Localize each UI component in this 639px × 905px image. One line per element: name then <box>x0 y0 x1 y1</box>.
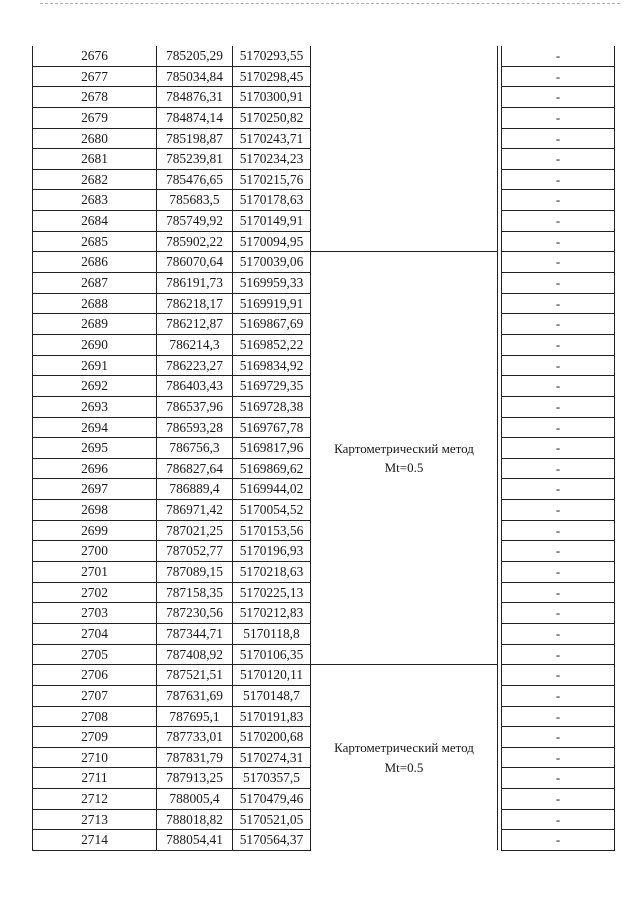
y-coordinate-cell: 5170521,05 <box>233 809 311 830</box>
point-number-cell: 2690 <box>33 334 157 355</box>
y-coordinate-cell: 5170153,56 <box>233 520 311 541</box>
point-number-cell: 2713 <box>33 809 157 830</box>
x-coordinate-cell: 786218,17 <box>157 293 233 314</box>
x-coordinate-cell: 786070,64 <box>157 252 233 273</box>
y-coordinate-cell: 5170039,06 <box>233 252 311 273</box>
dash-value-cell: - <box>502 128 615 149</box>
x-coordinate-cell: 788018,82 <box>157 809 233 830</box>
dash-value-cell: - <box>502 500 615 521</box>
x-coordinate-cell: 785205,29 <box>157 46 233 66</box>
dash-value-cell: - <box>502 46 615 66</box>
dash-value-cell: - <box>502 169 615 190</box>
point-number-cell: 2707 <box>33 685 157 706</box>
y-coordinate-cell: 5170212,83 <box>233 603 311 624</box>
x-coordinate-cell: 788005,4 <box>157 789 233 810</box>
x-coordinate-cell: 787831,79 <box>157 747 233 768</box>
y-coordinate-cell: 5170149,91 <box>233 211 311 232</box>
y-coordinate-cell: 5169944,02 <box>233 479 311 500</box>
x-coordinate-cell: 787021,25 <box>157 520 233 541</box>
y-coordinate-cell: 5170196,93 <box>233 541 311 562</box>
dash-value-cell: - <box>502 87 615 108</box>
y-coordinate-cell: 5170215,76 <box>233 169 311 190</box>
x-coordinate-cell: 787631,69 <box>157 685 233 706</box>
x-coordinate-cell: 787089,15 <box>157 562 233 583</box>
point-number-cell: 2692 <box>33 376 157 397</box>
y-coordinate-cell: 5169852,22 <box>233 334 311 355</box>
point-number-cell: 2691 <box>33 355 157 376</box>
point-number-cell: 2686 <box>33 252 157 273</box>
x-coordinate-cell: 784874,14 <box>157 107 233 128</box>
table-row <box>33 252 615 273</box>
y-coordinate-cell: 5169959,33 <box>233 273 311 294</box>
dash-value-cell: - <box>502 706 615 727</box>
point-number-cell: 2697 <box>33 479 157 500</box>
x-coordinate-cell: 786537,96 <box>157 396 233 417</box>
dash-value-cell: - <box>502 789 615 810</box>
point-number-cell: 2710 <box>33 747 157 768</box>
y-coordinate-cell: 5170225,13 <box>233 582 311 603</box>
coordinates-table-body <box>33 46 615 850</box>
dash-value-cell: - <box>502 66 615 87</box>
coordinates-sheet <box>32 46 614 858</box>
x-coordinate-cell: 786214,3 <box>157 334 233 355</box>
y-coordinate-cell: 5170218,63 <box>233 562 311 583</box>
dash-value-cell: - <box>502 830 615 851</box>
dash-value-cell: - <box>502 623 615 644</box>
dash-value-cell: - <box>502 809 615 830</box>
x-coordinate-cell: 786191,73 <box>157 273 233 294</box>
x-coordinate-cell: 787344,71 <box>157 623 233 644</box>
method-text: Картометрический метод <box>334 740 474 756</box>
y-coordinate-cell: 5170300,91 <box>233 87 311 108</box>
y-coordinate-cell: 5169919,91 <box>233 293 311 314</box>
point-number-cell: 2678 <box>33 87 157 108</box>
x-coordinate-cell: 786756,3 <box>157 438 233 459</box>
y-coordinate-cell: 5170298,45 <box>233 66 311 87</box>
x-coordinate-cell: 785239,81 <box>157 149 233 170</box>
y-coordinate-cell: 5170120,11 <box>233 665 311 686</box>
point-number-cell: 2681 <box>33 149 157 170</box>
dash-value-cell: - <box>502 293 615 314</box>
method-cell <box>311 252 498 665</box>
table-row <box>33 46 615 66</box>
dash-value-cell: - <box>502 541 615 562</box>
point-number-cell: 2706 <box>33 665 157 686</box>
x-coordinate-cell: 785198,87 <box>157 128 233 149</box>
method-text: Mt=0.5 <box>384 460 424 476</box>
dash-value-cell: - <box>502 603 615 624</box>
method-cell <box>311 46 498 252</box>
x-coordinate-cell: 786223,27 <box>157 355 233 376</box>
x-coordinate-cell: 784876,31 <box>157 87 233 108</box>
point-number-cell: 2676 <box>33 46 157 66</box>
y-coordinate-cell: 5170191,83 <box>233 706 311 727</box>
x-coordinate-cell: 785749,92 <box>157 211 233 232</box>
dash-value-cell: - <box>502 438 615 459</box>
dash-value-cell: - <box>502 314 615 335</box>
dash-value-cell: - <box>502 665 615 686</box>
dash-value-cell: - <box>502 273 615 294</box>
y-coordinate-cell: 5169834,92 <box>233 355 311 376</box>
dash-value-cell: - <box>502 582 615 603</box>
point-number-cell: 2704 <box>33 623 157 644</box>
y-coordinate-cell: 5169767,78 <box>233 417 311 438</box>
y-coordinate-cell: 5170234,23 <box>233 149 311 170</box>
y-coordinate-cell: 5170293,55 <box>233 46 311 66</box>
y-coordinate-cell: 5170148,7 <box>233 685 311 706</box>
dash-value-cell: - <box>502 685 615 706</box>
x-coordinate-cell: 787052,77 <box>157 541 233 562</box>
dash-value-cell: - <box>502 190 615 211</box>
x-coordinate-cell: 787521,51 <box>157 665 233 686</box>
x-coordinate-cell: 787913,25 <box>157 768 233 789</box>
point-number-cell: 2701 <box>33 562 157 583</box>
y-coordinate-cell: 5169869,62 <box>233 458 311 479</box>
point-number-cell: 2698 <box>33 500 157 521</box>
dash-value-cell: - <box>502 396 615 417</box>
dash-value-cell: - <box>502 211 615 232</box>
x-coordinate-cell: 786971,42 <box>157 500 233 521</box>
y-coordinate-cell: 5170094,95 <box>233 231 311 252</box>
y-coordinate-cell: 5169728,38 <box>233 396 311 417</box>
x-coordinate-cell: 787230,56 <box>157 603 233 624</box>
y-coordinate-cell: 5170106,35 <box>233 644 311 665</box>
x-coordinate-cell: 785476,65 <box>157 169 233 190</box>
point-number-cell: 2709 <box>33 727 157 748</box>
dash-value-cell: - <box>502 252 615 273</box>
dash-value-cell: - <box>502 376 615 397</box>
x-coordinate-cell: 786212,87 <box>157 314 233 335</box>
point-number-cell: 2682 <box>33 169 157 190</box>
dash-value-cell: - <box>502 231 615 252</box>
point-number-cell: 2700 <box>33 541 157 562</box>
point-number-cell: 2689 <box>33 314 157 335</box>
point-number-cell: 2683 <box>33 190 157 211</box>
y-coordinate-cell: 5170357,5 <box>233 768 311 789</box>
dash-value-cell: - <box>502 562 615 583</box>
point-number-cell: 2680 <box>33 128 157 149</box>
y-coordinate-cell: 5170054,52 <box>233 500 311 521</box>
x-coordinate-cell: 786593,28 <box>157 417 233 438</box>
point-number-cell: 2684 <box>33 211 157 232</box>
x-coordinate-cell: 788054,41 <box>157 830 233 851</box>
dash-value-cell: - <box>502 149 615 170</box>
point-number-cell: 2696 <box>33 458 157 479</box>
x-coordinate-cell: 785034,84 <box>157 66 233 87</box>
y-coordinate-cell: 5170200,68 <box>233 727 311 748</box>
x-coordinate-cell: 785683,5 <box>157 190 233 211</box>
method-text: Картометрический метод <box>334 440 474 456</box>
point-number-cell: 2685 <box>33 231 157 252</box>
method-text: Mt=0.5 <box>384 759 424 775</box>
point-number-cell: 2711 <box>33 768 157 789</box>
point-number-cell: 2687 <box>33 273 157 294</box>
x-coordinate-cell: 787408,92 <box>157 644 233 665</box>
point-number-cell: 2703 <box>33 603 157 624</box>
y-coordinate-cell: 5170250,82 <box>233 107 311 128</box>
dash-value-cell: - <box>502 727 615 748</box>
dash-value-cell: - <box>502 334 615 355</box>
dash-value-cell: - <box>502 747 615 768</box>
y-coordinate-cell: 5170118,8 <box>233 623 311 644</box>
dash-value-cell: - <box>502 520 615 541</box>
point-number-cell: 2677 <box>33 66 157 87</box>
y-coordinate-cell: 5169817,96 <box>233 438 311 459</box>
y-coordinate-cell: 5170479,46 <box>233 789 311 810</box>
y-coordinate-cell: 5170178,63 <box>233 190 311 211</box>
x-coordinate-cell: 786827,64 <box>157 458 233 479</box>
y-coordinate-cell: 5169729,35 <box>233 376 311 397</box>
x-coordinate-cell: 785902,22 <box>157 231 233 252</box>
point-number-cell: 2702 <box>33 582 157 603</box>
point-number-cell: 2688 <box>33 293 157 314</box>
point-number-cell: 2708 <box>33 706 157 727</box>
dash-value-cell: - <box>502 107 615 128</box>
point-number-cell: 2712 <box>33 789 157 810</box>
dash-value-cell: - <box>502 458 615 479</box>
point-number-cell: 2714 <box>33 830 157 851</box>
x-coordinate-cell: 787695,1 <box>157 706 233 727</box>
dash-value-cell: - <box>502 479 615 500</box>
y-coordinate-cell: 5170564,37 <box>233 830 311 851</box>
point-number-cell: 2679 <box>33 107 157 128</box>
point-number-cell: 2695 <box>33 438 157 459</box>
scan-top-rule <box>40 3 620 4</box>
coordinates-table <box>32 46 615 851</box>
method-cell <box>311 665 498 851</box>
table-row <box>33 665 615 686</box>
x-coordinate-cell: 787158,35 <box>157 582 233 603</box>
point-number-cell: 2705 <box>33 644 157 665</box>
y-coordinate-cell: 5169867,69 <box>233 314 311 335</box>
y-coordinate-cell: 5170243,71 <box>233 128 311 149</box>
point-number-cell: 2699 <box>33 520 157 541</box>
dash-value-cell: - <box>502 768 615 789</box>
point-number-cell: 2693 <box>33 396 157 417</box>
dash-value-cell: - <box>502 644 615 665</box>
x-coordinate-cell: 786889,4 <box>157 479 233 500</box>
y-coordinate-cell: 5170274,31 <box>233 747 311 768</box>
point-number-cell: 2694 <box>33 417 157 438</box>
dash-value-cell: - <box>502 417 615 438</box>
x-coordinate-cell: 787733,01 <box>157 727 233 748</box>
dash-value-cell: - <box>502 355 615 376</box>
x-coordinate-cell: 786403,43 <box>157 376 233 397</box>
